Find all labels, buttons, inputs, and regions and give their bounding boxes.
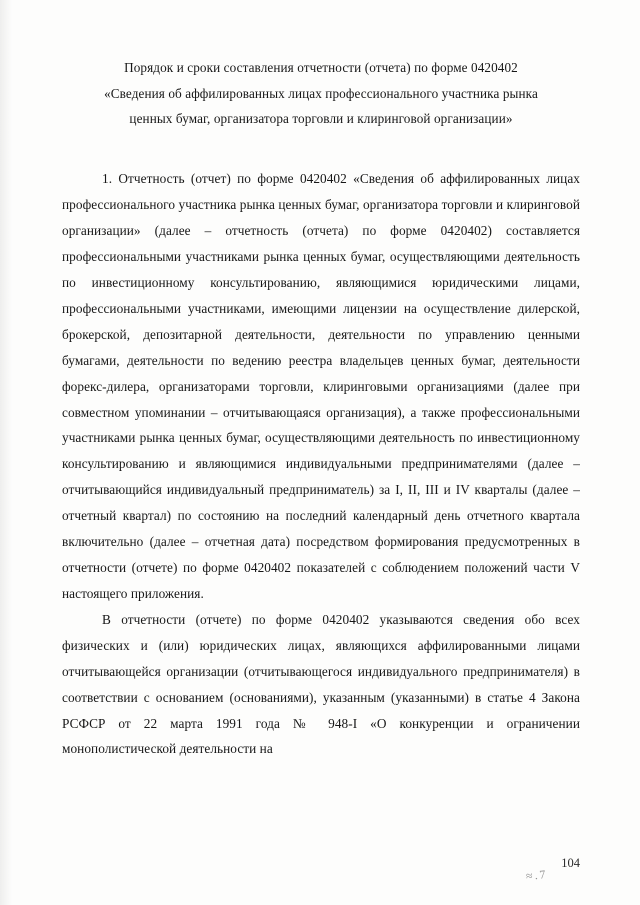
- page-edge-shadow: [0, 0, 12, 905]
- title-line-1: Порядок и сроки составления отчетности (отчета) по форме 0420402: [124, 60, 518, 75]
- title-line-2: «Сведения об аффилированных лицах профессионального участника рынка: [104, 85, 538, 101]
- paragraph-2: В отчетности (отчете) по форме 0420402 указываются сведения обо всех физических и (или) юридических лицах, являющихся аффилированными лицами отчитывающейся организации (отчитывающегося индивидуального предпринимателя) в соответствии с основанием (основаниями), указанным (указанными) в статье 4 Закона РСФСР от 22 марта 1991 года № 948-I «О конкуренции и ограничении монополистической деятельности на: [62, 611, 580, 757]
- page-scan-mark: ≈.7: [525, 866, 549, 884]
- page-number: 104: [561, 856, 580, 870]
- paragraph-1: 1. Отчетность (отчет) по форме 0420402 «Сведения об аффилированных лицах профессионального участника рынка ценных бумаг, организатора торговли и клиринговой организации» (далее – отчетность (отчета) по форме 0420402) составляется профессиональными участниками рынка ценных бумаг, осуществляющими деятельность по инвестиционному консультированию, являющимися юридическими лицами, профессиональными участниками, имеющими лицензии на осуществление дилерской, брокерской, депозитарной деятельности, деятельности по управлению ценными бумагами, деятельности по ведению реестра владельцев ценных бумаг, деятельности форекс-дилера, организаторами торговли, клиринговыми организациями (далее при совместном упоминании – отчитывающаяся организация), а также профессиональными участниками рынка ценных бумаг, осуществляющими деятельность по инвестиционному консультированию и являющимися индивидуальными предпринимателями (далее – отчитывающийся индивидуальный предприниматель) за I, II, III и IV кварталы (далее – отчетный квартал) по состоянию на последний календарный день отчетного квартала включительно (далее – отчетная дата) посредством формирования предусмотренных в отчетности (отчете) по форме 0420402 показателей с соблюдением положений части V настоящего приложения.: [62, 171, 580, 601]
- title-line-3: ценных бумаг, организатора торговли и клиринговой организации»: [129, 111, 513, 127]
- document-body: [62, 55, 580, 762]
- document-title: [62, 55, 580, 132]
